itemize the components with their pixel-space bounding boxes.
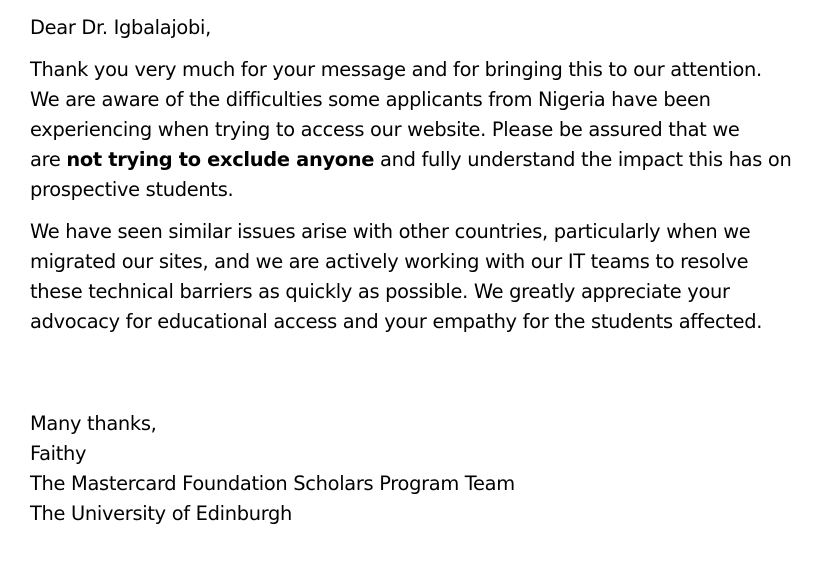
paragraph-2-line-2: migrated our sites, and we are actively working with our IT teams to resolve	[30, 250, 749, 273]
paragraph-action	[30, 217, 820, 337]
paragraph-2-line-1: We have seen similar issues arise with other countries, particularly when we	[30, 220, 751, 243]
paragraph-2-line-3: these technical barriers as quickly as possible. We greatly appreciate your	[30, 280, 730, 303]
signature-name: Faithy	[30, 442, 87, 465]
paragraph-1-line-1: Thank you very much for your message and for bringing this to our attention.	[30, 58, 762, 81]
paragraph-2-line-4: advocacy for educational access and your empathy for the students affected.	[30, 310, 763, 333]
paragraph-acknowledgement	[30, 55, 820, 205]
paragraph-1-line-5: prospective students.	[30, 178, 234, 201]
paragraph-1-line-3: experiencing when trying to access our website. Please be assured that we	[30, 118, 740, 141]
paragraph-1-line-4-pre: are	[30, 148, 67, 171]
paragraph-1-line-2: We are aware of the difficulties some applicants from Nigeria have been	[30, 88, 711, 111]
email-body	[30, 13, 820, 529]
salutation-text: Dear Dr. Igbalajobi,	[30, 16, 211, 39]
signature-institution: The University of Edinburgh	[30, 502, 293, 525]
emphasis-not-excluding: not trying to exclude anyone	[66, 148, 375, 171]
signature-team: The Mastercard Foundation Scholars Program Team	[30, 472, 515, 495]
salutation	[30, 13, 820, 43]
signature-block	[30, 409, 820, 529]
paragraph-1-line-4-post: and fully understand the impact this has on	[374, 148, 792, 171]
paragraph-1-line-4	[30, 145, 820, 175]
signature-closing: Many thanks,	[30, 412, 157, 435]
